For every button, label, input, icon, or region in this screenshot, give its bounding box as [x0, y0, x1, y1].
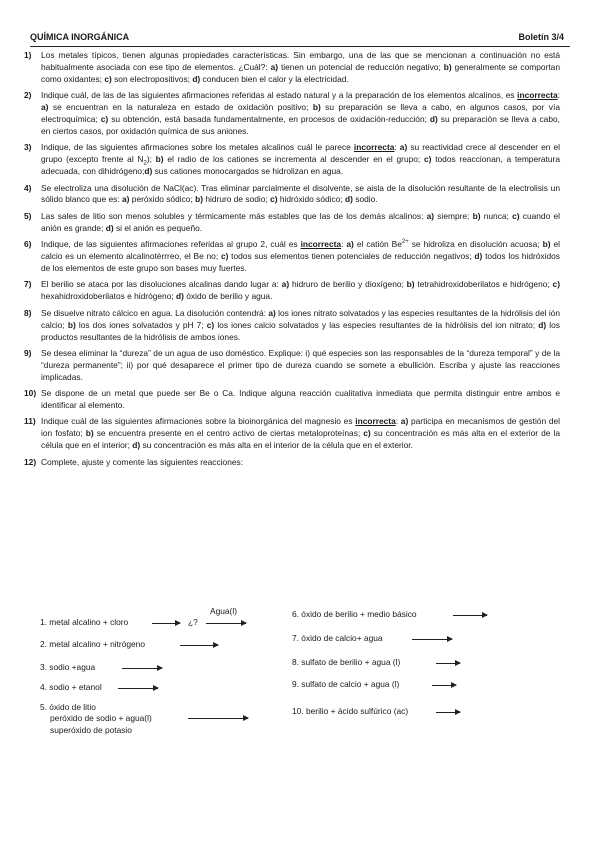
- option-letter: d): [538, 319, 547, 330]
- question-text: sodio.: [352, 194, 378, 205]
- option-letter: d): [474, 251, 483, 262]
- question-11: [24, 416, 561, 452]
- emphasis: incorrecta: [353, 142, 395, 153]
- question-list: [24, 50, 561, 473]
- reaction-1-condition: Agua(l): [210, 606, 237, 616]
- question-text: su preparación se lleva a cabo, en algunos casos, por vía electroquímica;: [41, 102, 560, 125]
- question-text: Se electroliza una disolución de NaCl(ac). Tras eliminar parcialmente el disolvente, se aisla de la disolución resultante de la electrolisis un sólido blanco que es:: [41, 182, 560, 205]
- question-text: Indique, de las siguientes afirmaciones sobre los metales alcalinos cuál le parece: [41, 142, 354, 153]
- question-number: 3): [24, 142, 32, 153]
- option-letter: c): [100, 114, 109, 125]
- arrow-icon: [432, 685, 456, 686]
- arrow-icon: [453, 615, 487, 616]
- option-letter: d): [192, 73, 201, 84]
- arrow-icon: [118, 688, 158, 689]
- reaction-3: 3. sodio +agua: [40, 662, 96, 672]
- question-number: 9): [24, 347, 32, 358]
- question-6: [24, 239, 561, 275]
- question-text: peróxido sódico;: [129, 194, 196, 205]
- question-5: [24, 210, 560, 235]
- emphasis: incorrecta: [355, 416, 396, 427]
- option-letter: b): [443, 61, 452, 72]
- option-letter: b): [155, 154, 164, 165]
- option-letter: b): [85, 428, 94, 439]
- question-text: todos reaccionan, a temperatura adecuada, con dihidrógeno;: [41, 154, 560, 177]
- option-letter: d): [105, 222, 114, 233]
- question-text: se encuentra presente en el centro activo de ciertas metaloproteínas;: [93, 428, 364, 439]
- option-letter: b): [472, 210, 481, 221]
- question-text: Indique, de las siguientes afirmaciones referidas al grupo 2, cuál es: [41, 239, 301, 250]
- option-letter: a): [346, 239, 354, 250]
- question-text: Indique cuál, de las de las siguientes afirmaciones referidas al estado natural y a la preparación de los elementos alcalinos, es: [41, 90, 518, 101]
- option-letter: a): [41, 102, 49, 113]
- question-text: cuando el anión es grande;: [41, 210, 560, 233]
- option-letter: a): [426, 210, 435, 221]
- option-letter: a): [399, 142, 408, 153]
- reaction-6: 6. óxido de berilio + medio básico: [292, 609, 417, 619]
- question-text: Complete, ajuste y comente las siguientes reacciones:: [41, 456, 244, 467]
- option-letter: c): [552, 279, 560, 290]
- subject-title: QUÍMICA INORGÁNICA: [30, 32, 130, 42]
- question-text: su concentración es más alta en el exterior de la célula que en el interior;: [41, 428, 560, 451]
- reaction-7: 7. óxido de calcio+ agua: [292, 633, 383, 643]
- reaction-9: 9. sulfato de calcio + agua (l): [292, 679, 400, 689]
- question-9: [24, 347, 560, 384]
- arrow-icon: [436, 712, 460, 713]
- reaction-5-line-2: peróxido de sodio + agua(l): [50, 713, 152, 723]
- reaction-1: 1. metal alcalino + cloro: [40, 617, 129, 627]
- option-letter: b): [67, 319, 76, 330]
- arrow-icon: [180, 645, 218, 646]
- reaction-1-unknown: ¿?: [188, 617, 198, 627]
- option-letter: c): [270, 194, 278, 205]
- question-text: su concentración es más alta en el interior de la célula que en el exterior.: [140, 440, 413, 451]
- question-text: los iones calcio solvatados y las especies resultantes de la hidrólisis del ion nitrato;: [214, 319, 539, 330]
- question-text: los dos iones solvatados y pH 7;: [75, 319, 207, 330]
- question-text: :: [395, 416, 401, 427]
- question-text: Se desea eliminar la “dureza” de un agua de uso doméstico. Explique: i) qué especies son las responsables de la “dureza temporal” y de la “dureza permanente”; ii) por qué desaparece el primer tipo de dureza cuando se somete a ebullición. Escriba y ajuste las reacciones implicadas.: [41, 347, 560, 382]
- question-text: conducen bien el calor y la electricidad.: [200, 73, 349, 84]
- question-3: [24, 142, 561, 178]
- question-text: hexahidroxidoberilatos e hidrógeno;: [41, 291, 177, 302]
- question-text: :: [394, 142, 400, 153]
- question-text: hidruro de berilio y dioxígeno;: [289, 279, 407, 290]
- option-letter: b): [312, 102, 321, 113]
- option-letter: c): [363, 428, 371, 439]
- question-text: Los metales típicos, tienen algunas propiedades características. Sin embargo, una de las que se mencionan a continuación no está habitualmente asociada con ese tipo de elementos. ¿Cuál?:: [41, 50, 560, 72]
- question-text: :: [341, 239, 347, 250]
- question-number: 5): [24, 210, 32, 221]
- arrow-icon: [206, 623, 246, 624]
- question-text: su reactividad crece al descender en el grupo (excepto frente al N: [41, 142, 561, 165]
- option-letter: a): [281, 279, 290, 290]
- option-letter: d): [144, 166, 153, 177]
- question-text: el radio de los cationes se incrementa al descender en el grupo;: [163, 154, 424, 165]
- question-text: todos sus elementos tienen potenciales de reducción negativos;: [228, 251, 475, 262]
- question-text: participa en mecanismos de gestión del ion fosfato;: [41, 416, 561, 439]
- emphasis: incorrecta: [300, 239, 342, 250]
- question-text: );: [146, 154, 156, 165]
- question-text: los iones nitrato solvatados y las especies resultantes de la hidrólisis del ión calcio;: [41, 307, 560, 330]
- question-text: Las sales de litio son menos solubles y térmicamente más estables que las de los demás alcalinos:: [41, 210, 427, 221]
- option-letter: a): [270, 61, 279, 72]
- question-text: generalmente se comportan como oxidantes;: [41, 61, 560, 84]
- question-text: su preparación se lleva a cabo, en ciertos casos, por oxidación química de sus aniones.: [41, 114, 560, 136]
- question-text: El berilio se ataca por las disoluciones alcalinas dando lugar a:: [41, 279, 282, 290]
- question-text: se encuentran en la naturaleza en estado de oxidación positivo;: [48, 102, 313, 113]
- question-text: tetrahidroxidoberilatos e hidrógeno;: [414, 279, 553, 290]
- question-2: [24, 90, 560, 138]
- question-1: [24, 50, 560, 86]
- option-letter: d): [345, 194, 353, 205]
- option-letter: c): [424, 154, 432, 165]
- option-letter: d): [132, 440, 141, 451]
- emphasis: incorrecta: [517, 90, 558, 101]
- question-text: óxido de berilio y agua.: [183, 291, 273, 302]
- question-number: 7): [24, 279, 32, 290]
- question-text: 2+: [401, 239, 409, 246]
- question-number: 6): [24, 239, 32, 250]
- option-letter: c): [220, 251, 229, 262]
- question-text: hidróxido sódico;: [277, 194, 346, 205]
- question-text: se hidroliza en disolución acuosa;: [408, 239, 543, 250]
- question-12: [24, 456, 560, 469]
- question-number: 4): [24, 182, 32, 193]
- option-letter: c): [206, 319, 215, 330]
- arrow-icon: [436, 663, 460, 664]
- question-text: 2: [143, 160, 147, 167]
- question-text: nunca;: [480, 210, 513, 221]
- question-text: :: [557, 90, 560, 101]
- bulletin-number: Boletín 3/4: [518, 32, 564, 42]
- question-number: 1): [24, 50, 32, 60]
- question-text: son electropositivos;: [111, 73, 193, 84]
- option-letter: b): [406, 279, 415, 290]
- question-text: si el anión es pequeño.: [113, 222, 203, 233]
- question-text: los productos resultantes de la hidrólisis de ambos iones.: [41, 319, 560, 342]
- arrow-icon: [122, 668, 162, 669]
- arrow-icon: [412, 639, 452, 640]
- option-letter: a): [400, 416, 409, 427]
- question-text: siempre;: [434, 210, 473, 221]
- question-number: 11): [24, 416, 36, 427]
- question-4: [24, 182, 560, 207]
- question-number: 2): [24, 90, 32, 101]
- page-header: [30, 32, 570, 47]
- reaction-8: 8. sulfato de berilio + agua (l): [292, 657, 401, 667]
- question-number: 12): [24, 456, 37, 467]
- question-text: Se disuelve nitrato cálcico en agua. La disolución contendrá:: [41, 307, 269, 318]
- question-8: [24, 307, 560, 344]
- arrow-icon: [152, 623, 180, 624]
- option-letter: d): [176, 291, 184, 302]
- reaction-2: 2. metal alcalino + nitrógeno: [40, 639, 145, 649]
- reaction-10: 10. berilio + ácido sulfúrico (ac): [292, 706, 409, 716]
- option-letter: c): [512, 210, 520, 221]
- question-text: Se dispone de un metal que puede ser Be o Ca. Indique alguna reacción cualitativa inmediata que permita distinguir entre ambos e identificar al elemento.: [41, 388, 560, 411]
- question-7: [24, 279, 560, 303]
- arrow-icon: [188, 718, 248, 719]
- reaction-4: 4. sodio + etanol: [40, 682, 102, 692]
- option-letter: a): [268, 307, 276, 318]
- option-letter: b): [542, 239, 551, 250]
- option-letter: c): [104, 73, 112, 84]
- question-text: el calcio es un elemento alcalinotérrreo, el Be no;: [41, 239, 561, 262]
- option-letter: a): [122, 194, 130, 205]
- question-10: [24, 388, 560, 412]
- question-number: 8): [24, 307, 32, 318]
- question-number: 10): [24, 388, 37, 399]
- reaction-5-line-3: superóxido de potasio: [50, 725, 132, 735]
- question-text: hidruro de sodio;: [203, 194, 271, 205]
- option-letter: b): [195, 194, 204, 205]
- question-text: su obtención, está basada fundamentalmente, en procesos de oxidación-reducción;: [108, 114, 430, 125]
- reaction-5-line-1: 5. óxido de litio: [40, 702, 96, 712]
- question-text: todos los hidróxidos de los elementos de este grupo son bases muy fuertes.: [41, 251, 560, 273]
- question-text: Indique cuál de las siguientes afirmaciones sobre la bioinorgánica del magnesio es: [41, 416, 356, 427]
- question-text: tienen un potencial de reducción negativo;: [278, 61, 444, 72]
- option-letter: d): [429, 114, 438, 125]
- question-text: sus cationes monocargados se hidrolizan en agua.: [152, 166, 344, 177]
- question-text: el catión Be: [353, 239, 402, 250]
